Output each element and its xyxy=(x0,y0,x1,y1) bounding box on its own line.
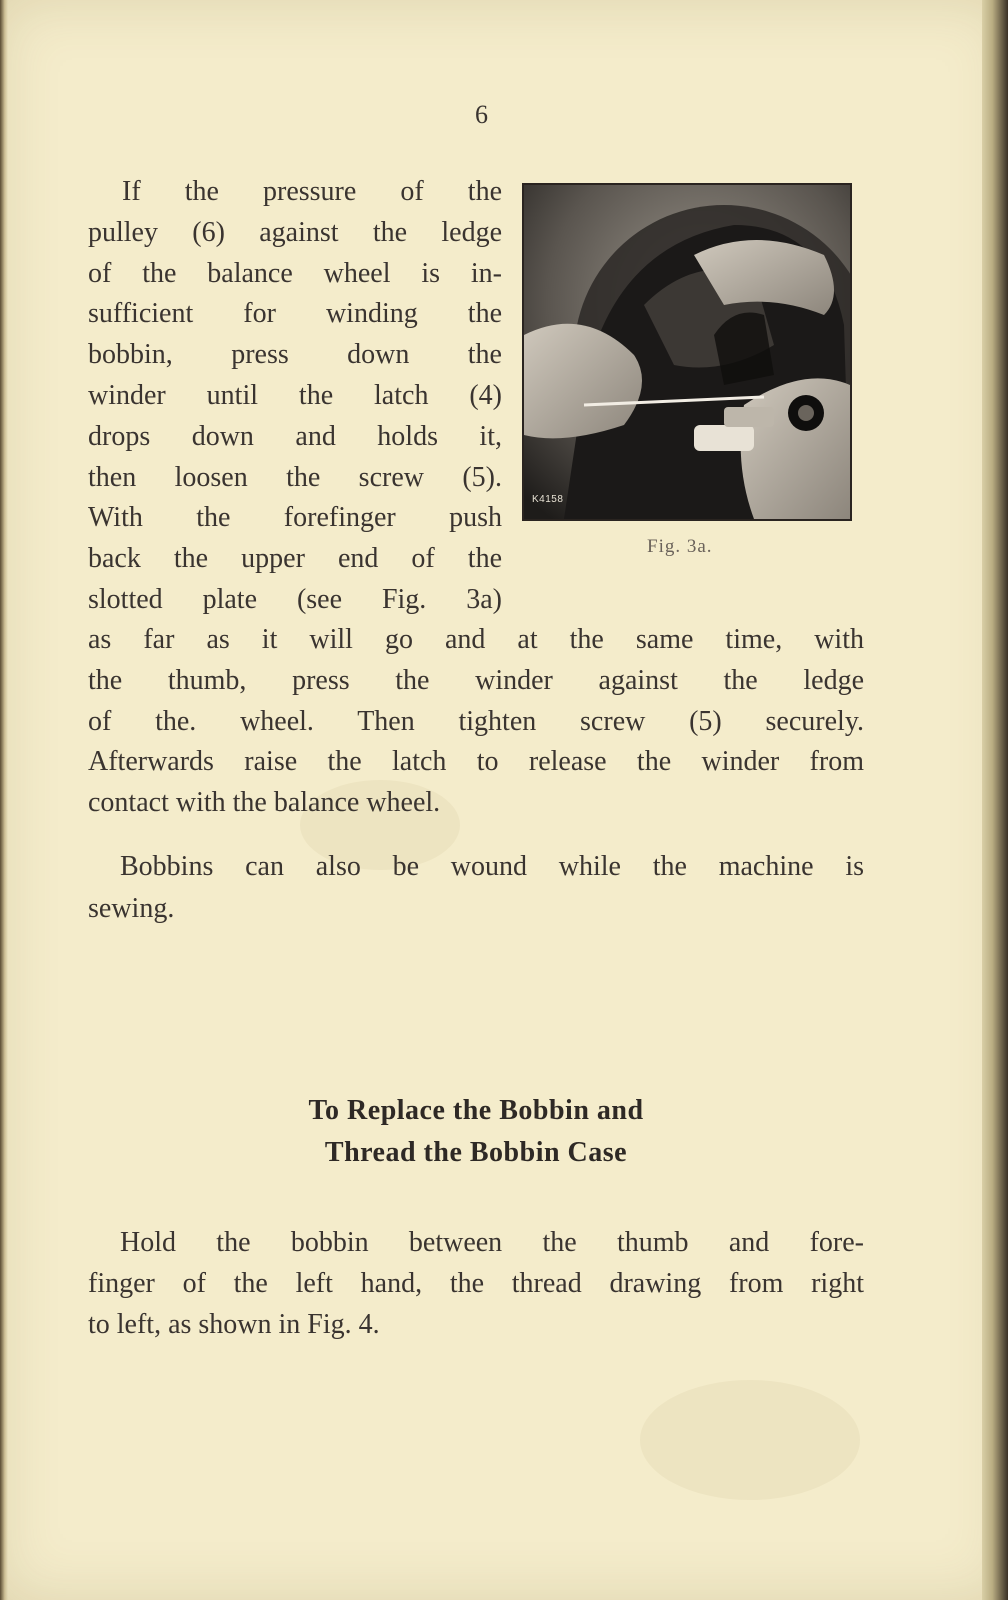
text-line: finger of the left hand, the thread drawing from right xyxy=(88,1268,864,1299)
text-line: With the forefinger push xyxy=(88,502,502,534)
section-heading xyxy=(88,1090,864,1174)
paper-stain xyxy=(640,1380,860,1500)
text-line: as far as it will go and at the same time, with xyxy=(88,624,864,655)
page-number: 6 xyxy=(475,100,489,129)
text-line: If the pressure of the xyxy=(122,176,502,207)
paragraph-winder-adjustment xyxy=(88,172,502,621)
figure-code: K4158 xyxy=(532,494,564,505)
text-line: sufficient for winding the xyxy=(88,298,502,330)
text-line: bobbin, press down the xyxy=(88,339,502,371)
heading-line: To Replace the Bobbin and xyxy=(308,1095,644,1126)
paragraph-wound-while-sewing xyxy=(88,846,864,930)
text-line: slotted plate (see Fig. 3a) xyxy=(88,583,502,615)
text-line: Hold the bobbin between the thumb and fore- xyxy=(120,1227,864,1258)
text-line: winder until the latch (4) xyxy=(88,379,502,411)
text-line: pulley (6) against the ledge xyxy=(88,216,502,248)
text-line: of the. wheel. Then tighten screw (5) securely. xyxy=(88,705,864,737)
paragraph-hold-bobbin xyxy=(88,1222,864,1345)
heading-line: Thread the Bobbin Case xyxy=(324,1137,628,1168)
figure-caption: Fig. 3a. xyxy=(647,536,713,557)
paragraph-winder-adjustment-continued xyxy=(88,620,864,824)
page-edge-left xyxy=(0,0,8,1600)
text-line: then loosen the screw (5). xyxy=(88,461,502,493)
book-spine xyxy=(982,0,1008,1600)
text-line: drops down and holds it, xyxy=(88,420,502,452)
figure-3a-photo xyxy=(522,183,852,521)
text-line: Bobbins can also be wound while the machine is xyxy=(120,851,864,882)
text-line: Afterwards raise the latch to release the winder from xyxy=(88,746,864,778)
text-line: back the upper end of the xyxy=(88,543,502,575)
machine-photo-illustration xyxy=(524,185,850,519)
text-line: of the balance wheel is in- xyxy=(88,257,502,289)
text-line: to left, as shown in Fig. 4. xyxy=(88,1309,380,1340)
text-line: the thumb, press the winder against the ledge xyxy=(88,664,864,696)
text-line: contact with the balance wheel. xyxy=(88,787,441,819)
text-line: sewing. xyxy=(88,893,175,924)
